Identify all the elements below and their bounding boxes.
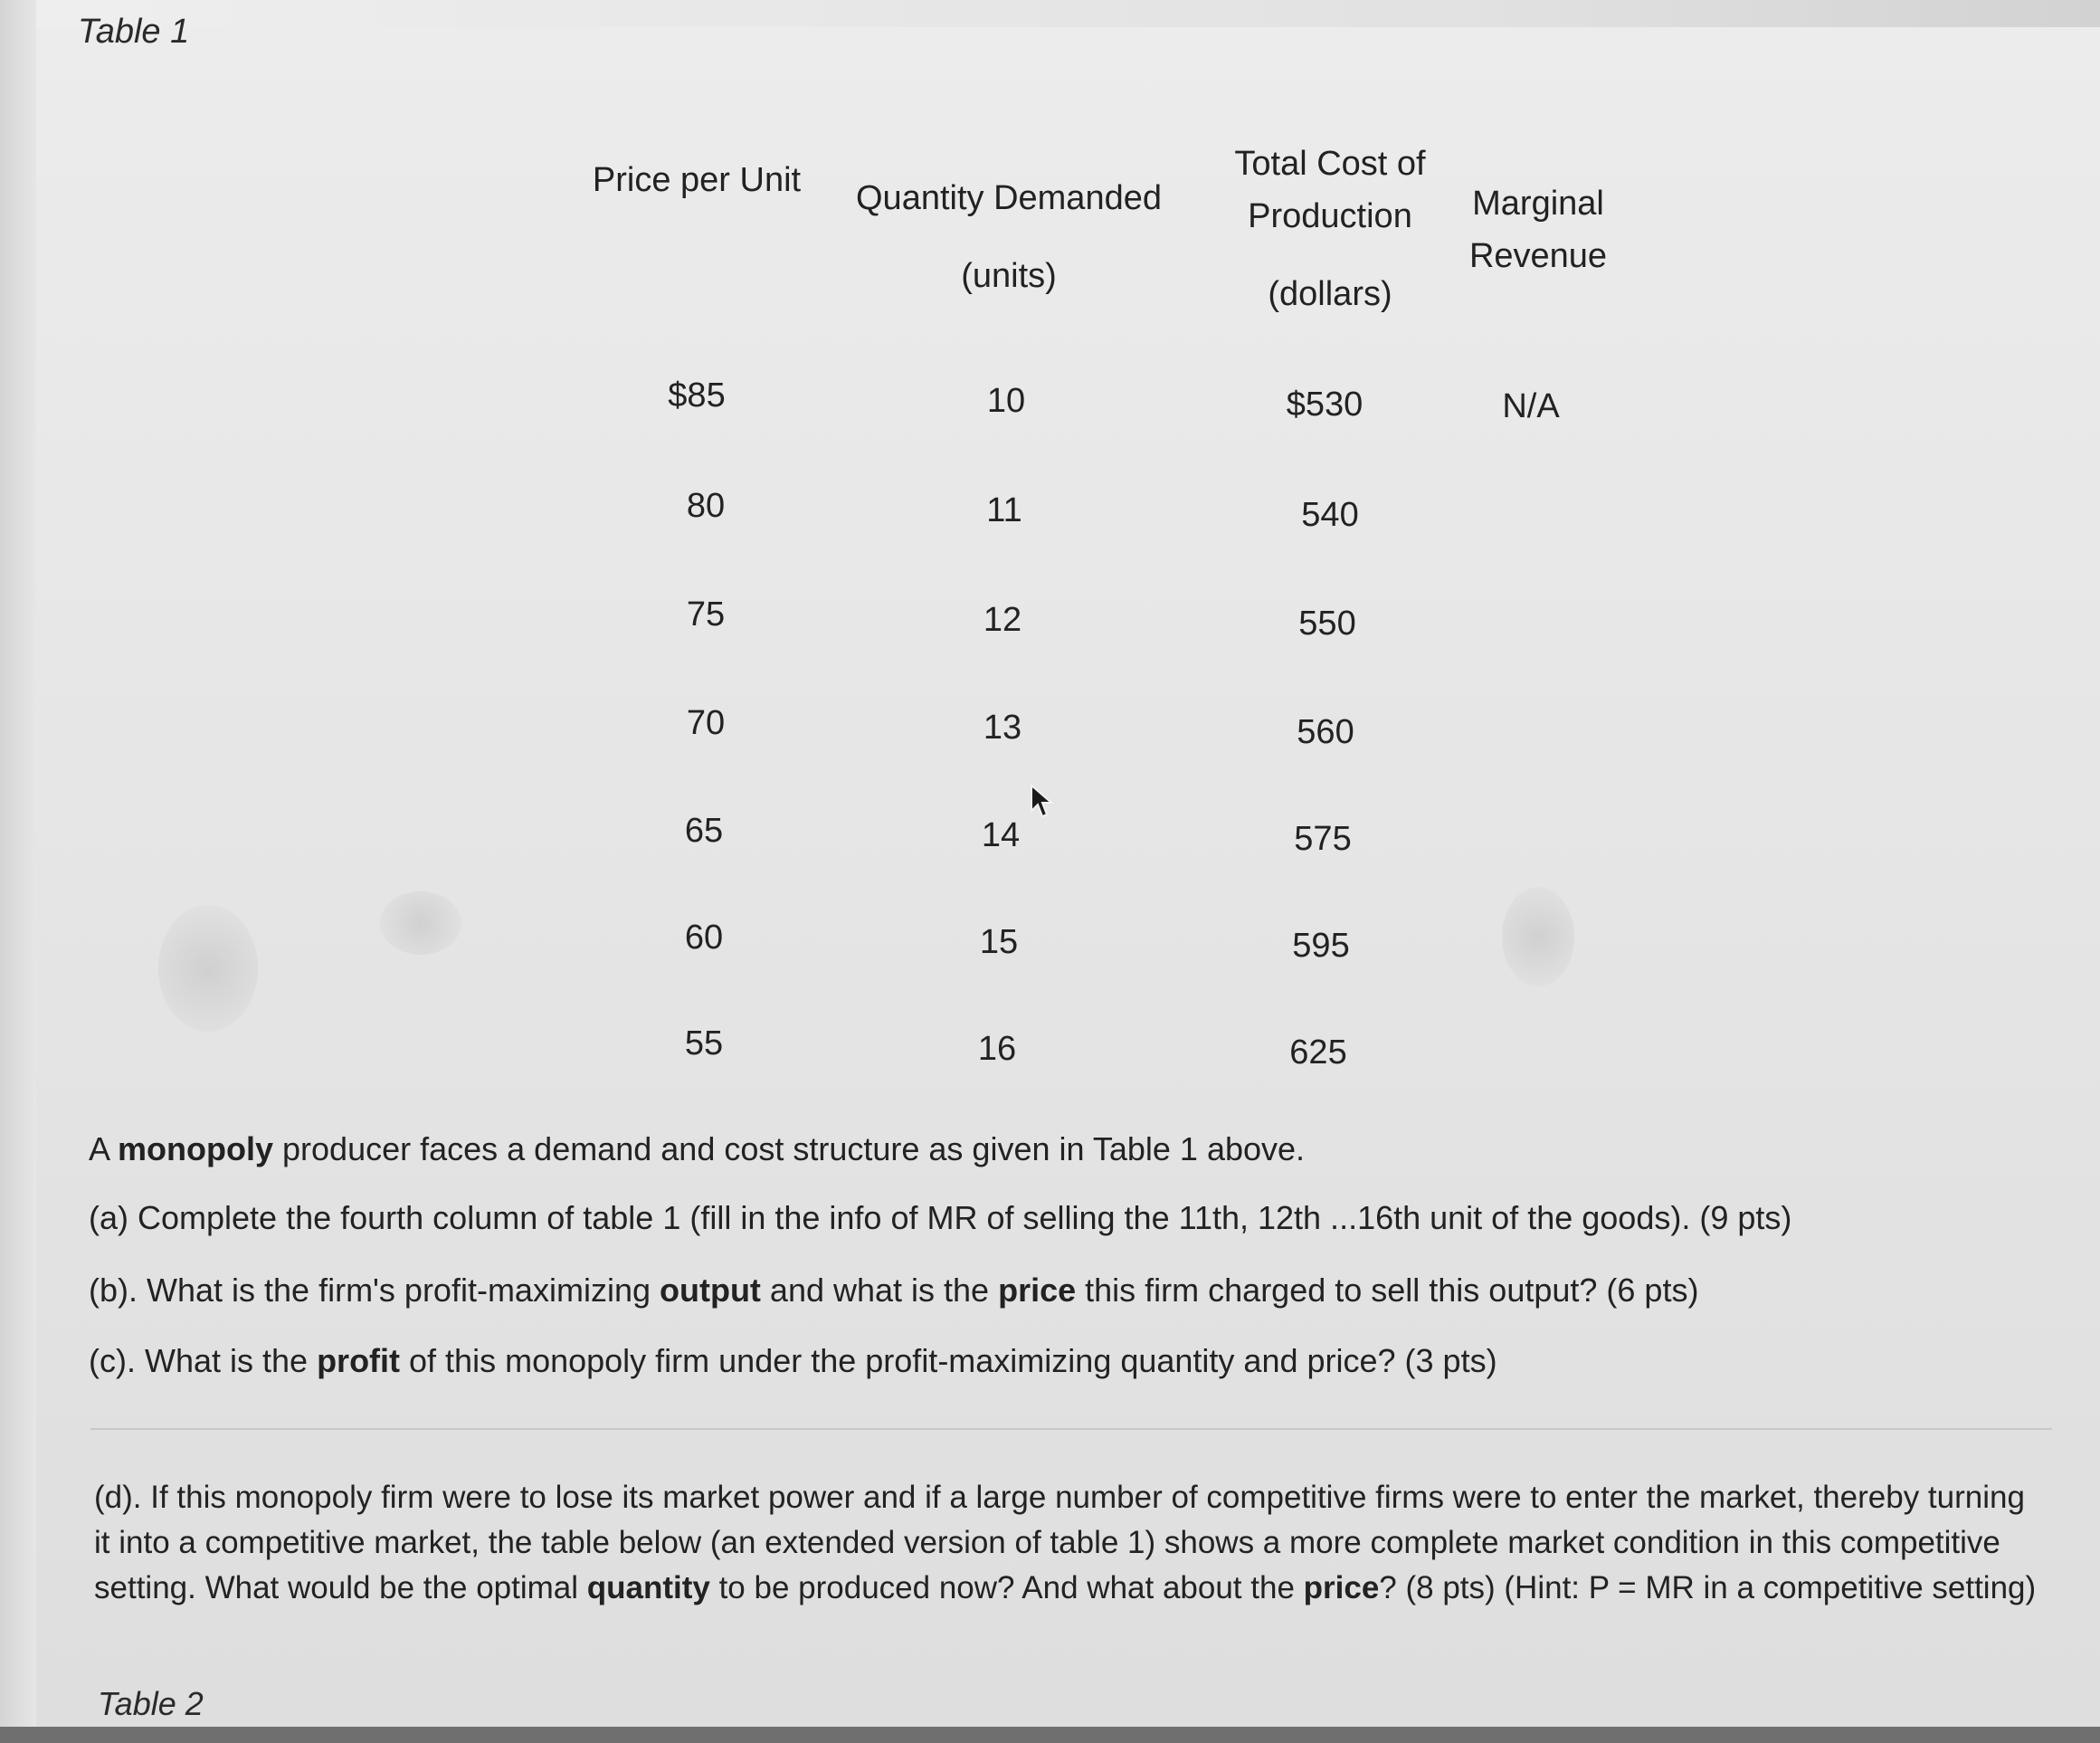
question-d: (d). If this monopoly firm were to lose its market power and if a large number of competitive firms were to enter the market, thereby turning it into a competitive market, the table below (an extended version of table 1) shows a more complete market condition in this competitive setting. What would be the optimal quantity to be produced now? And what about the price? (8 pts) (Hint: P = MR in a competitive setting) xyxy=(94,1480,2037,1605)
table-1-label: Table 1 xyxy=(78,13,190,51)
quantity-cell: 10 xyxy=(986,382,1026,420)
question-intro: A monopoly producer faces a demand and cost structure as given in Table 1 above. xyxy=(89,1130,1306,1167)
price-cell: 80 xyxy=(686,487,726,525)
quantity-cell: 15 xyxy=(979,923,1019,961)
left-edge xyxy=(0,0,36,1727)
question-c: (c). What is the profit of this monopoly firm under the profit-maximizing quantity and price? (3 pts) xyxy=(89,1342,1497,1379)
cost-cell: 540 xyxy=(1301,496,1359,534)
quantity-cell: 14 xyxy=(981,816,1021,854)
price-cell: 60 xyxy=(684,919,724,957)
header-mr-line: Marginal xyxy=(1472,185,1604,223)
mr-cell: N/A xyxy=(1502,387,1560,425)
bold-term: price xyxy=(998,1272,1077,1309)
price-cell: 55 xyxy=(684,1024,724,1062)
header-price xyxy=(588,154,805,206)
cost-cell: 595 xyxy=(1292,927,1350,965)
header-cost-line: Production xyxy=(1248,197,1412,235)
quantity-cell: 16 xyxy=(977,1030,1017,1068)
question-b: (b). What is the firm's profit-maximizing output and what is the price this firm charged to sell this output? (6 pts) xyxy=(89,1272,1699,1309)
bold-term: price xyxy=(1303,1570,1380,1605)
quantity-cell: 13 xyxy=(983,709,1022,747)
price-cell: 65 xyxy=(684,812,724,850)
bold-term: monopoly xyxy=(118,1130,274,1167)
bold-term: output xyxy=(659,1272,761,1309)
cost-cell: 625 xyxy=(1289,1033,1347,1072)
header-cost xyxy=(1221,138,1439,320)
header-mr xyxy=(1430,177,1647,282)
header-quantity-line: Quantity Demanded xyxy=(856,179,1162,217)
section-divider xyxy=(90,1428,2052,1430)
smudge xyxy=(158,905,258,1032)
price-cell: $85 xyxy=(668,376,726,414)
cost-cell: 575 xyxy=(1294,820,1352,858)
price-cell: 75 xyxy=(686,595,726,633)
cost-cell: 550 xyxy=(1298,605,1356,643)
quantity-cell: 12 xyxy=(983,601,1022,639)
quantity-cell: 11 xyxy=(986,491,1022,529)
question-a: (a) Complete the fourth column of table 1 (fill in the info of MR of selling the 11th, 12th ...16th unit of the goods). (9 pts) xyxy=(89,1199,1792,1236)
header-quantity-line: (units) xyxy=(961,257,1057,295)
price-cell: 70 xyxy=(686,704,726,742)
smudge xyxy=(380,891,461,955)
bold-term: profit xyxy=(317,1342,401,1379)
cost-cell: $530 xyxy=(1286,386,1364,424)
table-2-label: Table 2 xyxy=(98,1685,204,1722)
mouse-pointer-icon xyxy=(1030,784,1055,820)
header-price-line: Price per Unit xyxy=(592,161,802,199)
cost-cell: 560 xyxy=(1297,713,1354,751)
smudge xyxy=(1502,887,1574,986)
header-cost-line: (dollars) xyxy=(1268,275,1392,313)
header-cost-line: Total Cost of xyxy=(1234,145,1426,183)
bold-term: quantity xyxy=(586,1570,710,1605)
header-mr-line: Revenue xyxy=(1468,237,1608,275)
top-band xyxy=(0,0,2100,27)
header-quantity xyxy=(846,159,1172,315)
